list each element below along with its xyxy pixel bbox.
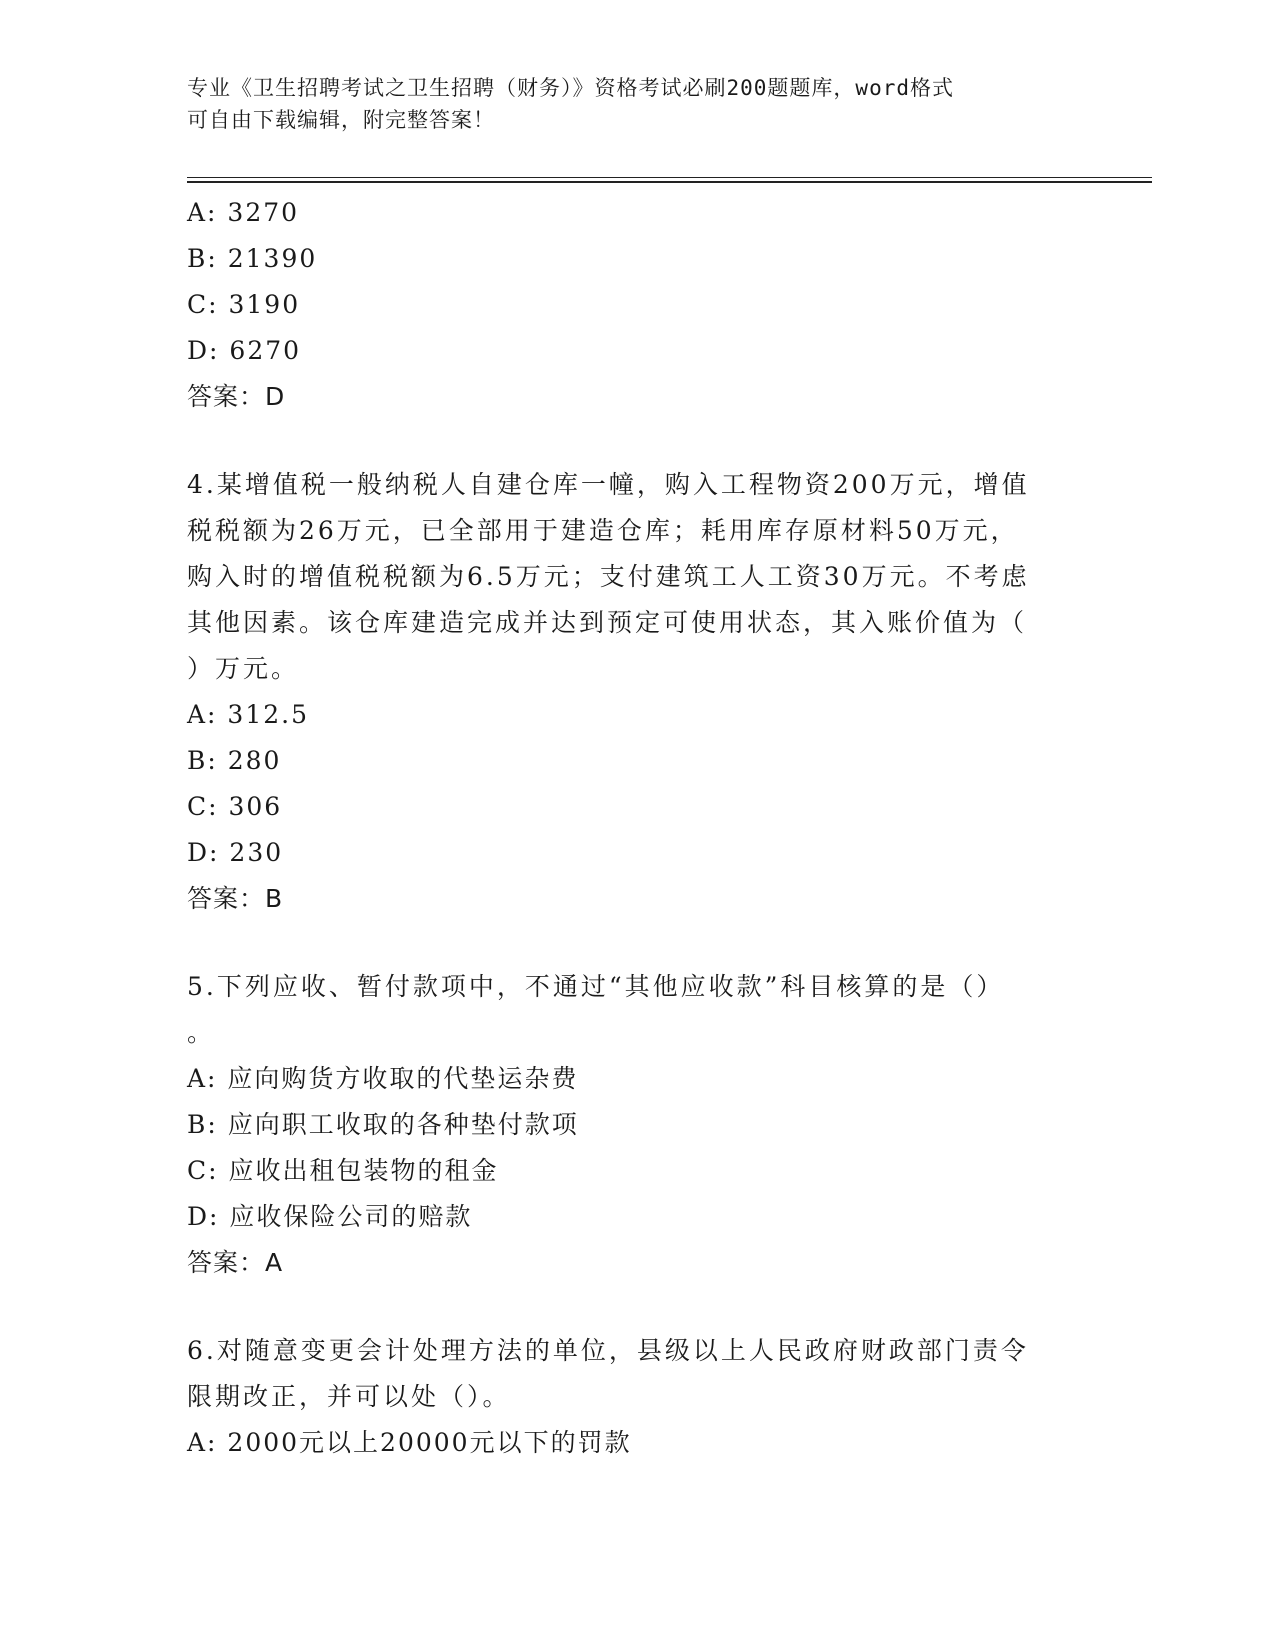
question-text-line: ）万元。 [187,654,300,683]
option-c: C: 3190 [187,290,301,319]
question-text-line: 4.某增值税一般纳税人自建仓库一幢，购入工程物资200万元，增值 [187,470,1030,499]
option-b: B: 21390 [187,244,318,273]
option-d: D: 230 [187,838,284,867]
header-line-1: 专业《卫生招聘考试之卫生招聘（财务）》资格考试必刷200题题库，word格式 [187,76,954,100]
header-divider-thin [187,177,1152,178]
question-3 [187,190,1087,420]
question-text-line: 税税额为26万元，已全部用于建造仓库；耗用库存原材料50万元， [187,516,1019,545]
option-a: A: 312.5 [187,700,309,729]
answer-line: 答案：A [187,1248,284,1277]
header-line-2: 可自由下载编辑，附完整答案！ [187,108,495,132]
question-text-line: 5.下列应收、暂付款项中，不通过“其他应收款”科目核算的是（） [187,972,1005,1001]
question-5 [187,964,1087,1286]
option-d: D: 应收保险公司的赔款 [187,1202,473,1231]
answer-line: 答案：B [187,884,284,913]
option-b: B: 应向职工收取的各种垫付款项 [187,1110,579,1139]
header-divider-thick [187,181,1152,183]
document-header [187,72,1067,136]
option-c: C: 应收出租包装物的租金 [187,1156,499,1185]
option-b: B: 280 [187,746,282,775]
option-d: D: 6270 [187,336,302,365]
option-a: A: 3270 [187,198,300,227]
option-c: C: 306 [187,792,283,821]
option-a: A: 应向购货方收取的代垫运杂费 [187,1064,579,1093]
option-a: A: 2000元以上20000元以下的罚款 [187,1428,632,1457]
question-text-line: 购入时的增值税税额为6.5万元；支付建筑工人工资30万元。不考虑 [187,562,1030,591]
question-text-line: 6.对随意变更会计处理方法的单位，县级以上人民政府财政部门责令 [187,1336,1029,1365]
question-text-line: 其他因素。该仓库建造完成并达到预定可使用状态，其入账价值为（ [187,608,1028,637]
question-4 [187,462,1087,922]
question-6 [187,1328,1087,1466]
question-text-line: 。 [187,1018,216,1047]
question-text-line: 限期改正，并可以处（）。 [187,1382,511,1411]
question-content [187,190,1087,1466]
answer-line: 答案：D [187,382,286,411]
